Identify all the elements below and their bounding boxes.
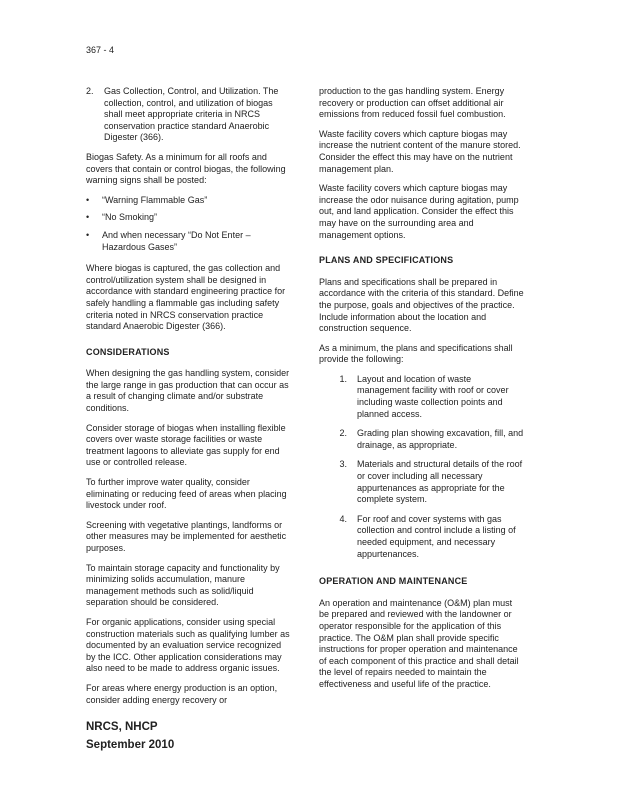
list-number: 3. (339, 459, 347, 470)
list-number: 2. (339, 428, 347, 439)
consideration-paragraph: When designing the gas handling system, consider the large range in gas production that can occur as a result of changing climate and/or substrate conditions. (86, 368, 290, 414)
consideration-paragraph: For organic applications, consider using special construction materials such as qualifying lumber as documented by an evaluation service recognized by the ICC. Other application considerations may also need to be made to address organic issues. (86, 616, 290, 674)
list-number: 2. (86, 86, 94, 96)
list-item (319, 428, 524, 451)
bullet-item (86, 230, 291, 253)
consideration-paragraph: Screening with vegetative plantings, landforms or other measures may be implemented for aesthetic purposes. (86, 519, 287, 553)
list-text: Materials and structural details of the roof or cover including all necessary appurtenances as appropriate for the complete system. (357, 459, 523, 505)
list-text: Gas Collection, Control, and Utilization. The collection, control, and utilization of biogas shall meet appropriate criteria in NRCS conservation practice standard Anaerobic Digester (366). (104, 86, 279, 143)
biogas-safety-paragraph: Biogas Safety. As a minimum for all roofs and covers that contain or control biogas, the following warning signs shall be posted: (86, 151, 286, 186)
footer-date: September 2010 (86, 739, 175, 751)
om-heading: OPERATION AND MAINTENANCE (319, 576, 468, 587)
plans-paragraph: Plans and specifications shall be prepared in accordance with the criteria of this standard. Define the purpose, goals and objectives of the practice. Include information about the location and construction sequence. (319, 276, 524, 334)
footer-org: NRCS, NHCP (86, 721, 158, 733)
bullet-item (86, 195, 291, 207)
consideration-paragraph: For areas where energy production is an option, consider adding energy recovery or (86, 682, 278, 705)
plans-paragraph: As a minimum, the plans and specifications shall provide the following: (319, 342, 513, 365)
list-text: For roof and cover systems with gas collection and control include a listing of needed equipment, and necessary appurtenances. (357, 513, 516, 559)
bullet-icon: • (86, 229, 90, 240)
left-column (86, 86, 291, 714)
bullet-text: “No Smoking” (102, 212, 158, 223)
bullet-text: “Warning Flammable Gas” (102, 194, 208, 205)
bullet-icon: • (86, 194, 90, 205)
plans-heading: PLANS AND SPECIFICATIONS (319, 255, 454, 266)
list-item (319, 514, 524, 560)
list-item (319, 459, 524, 505)
continued-paragraph: production to the gas handling system. Energy recovery or production can offset additional air emissions from reduced fossil fuel combustion. (319, 86, 506, 120)
list-item-gas-collection (86, 86, 291, 144)
right-column (319, 86, 524, 699)
bullet-text: And when necessary “Do Not Enter – Hazardous Gases” (102, 229, 251, 252)
consideration-paragraph: Consider storage of biogas when installing flexible covers over waste storage facilities or waste treatment lagoons to alleviate gas supply for end use or controlled release. (86, 422, 286, 468)
consideration-paragraph: To maintain storage capacity and functionality by minimizing solids accumulation, manure management methods such as solid/liquid separation should be considered. (86, 562, 280, 608)
where-biogas-paragraph: Where biogas is captured, the gas collection and control/utilization system shall be designed in accordance with standard engineering practice for safely handling a flammable gas including safety criteria noted in NRCS conservation practice standard Anaerobic Digester (366). (86, 263, 286, 332)
plans-list (319, 374, 524, 560)
om-paragraph: An operation and maintenance (O&M) plan must be prepared and reviewed with the landowner or operator responsible for the application of this practice. The O&M plan shall provide specific instructions for proper operation and maintenance of each component of this practice and shall detail the level of repairs needed to maintain the effectiveness and useful life of the practice. (319, 597, 519, 689)
page-header: 367 - 4 (86, 45, 115, 55)
list-number: 4. (339, 513, 347, 524)
waste-covers-paragraph: Waste facility covers which capture biogas may increase the odor nuisance during agitation, pump out, and land application. Consider the effect this may have on the surrounding area and management options. (319, 183, 519, 240)
bullet-item (86, 212, 291, 224)
list-item (319, 374, 524, 420)
bullet-icon: • (86, 212, 90, 223)
list-number: 1. (339, 373, 347, 384)
waste-covers-paragraph: Waste facility covers which capture biogas may increase the nutrient content of the manure stored. Consider the effect this may have on the nutrient management plan. (319, 128, 521, 174)
consideration-paragraph: To further improve water quality, consider eliminating or reducing feed of areas when placing livestock under roof. (86, 477, 287, 511)
list-text: Layout and location of waste management facility with roof or cover including waste collection points and planned access. (357, 373, 509, 419)
considerations-heading: CONSIDERATIONS (86, 346, 170, 357)
list-text: Grading plan showing excavation, fill, and drainage, as appropriate. (357, 428, 524, 450)
